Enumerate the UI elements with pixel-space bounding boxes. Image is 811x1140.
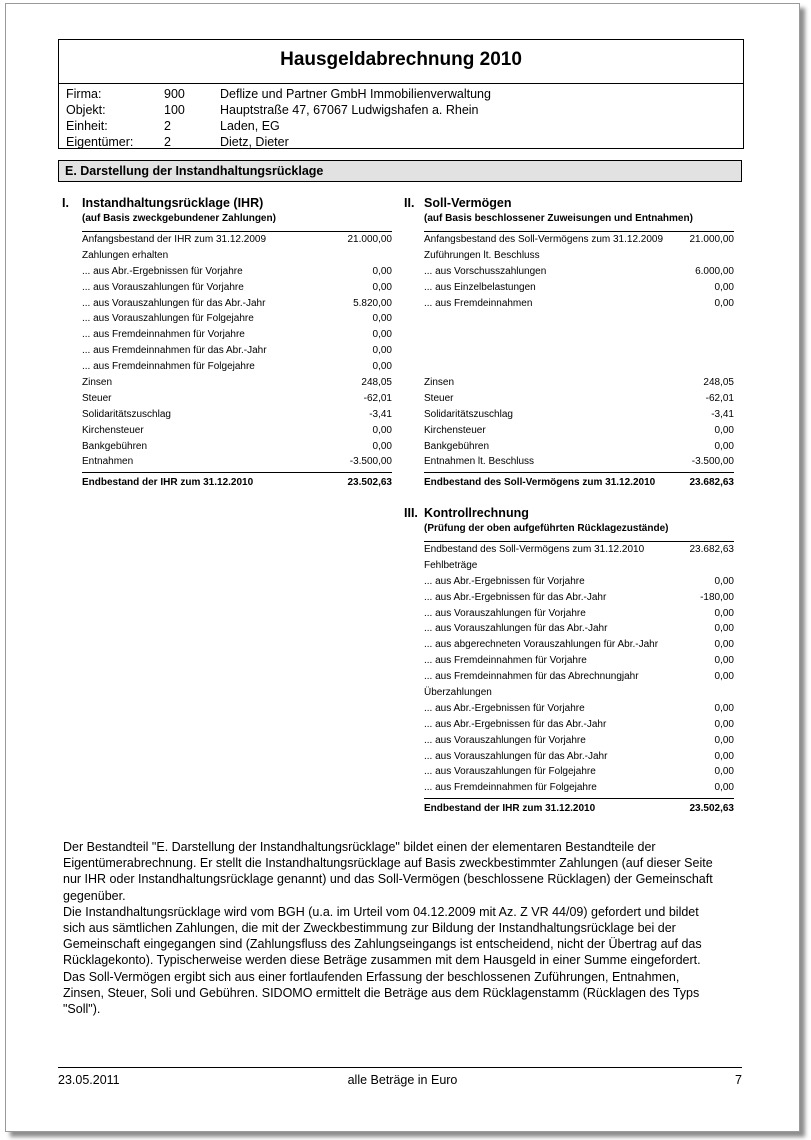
row-value: 0,00 (372, 329, 392, 341)
row-label: ... aus Abr.-Ergebnissen für das Abr.-Jahr (424, 718, 607, 730)
soll-vermoegen-column (404, 196, 734, 490)
info-number: 100 (164, 103, 185, 117)
table-row (82, 454, 392, 470)
table-row (424, 359, 734, 375)
row-label: ... aus Einzelbelastungen (424, 281, 536, 293)
info-number: 2 (164, 119, 171, 133)
table-row (424, 764, 734, 780)
row-value: 0,00 (714, 655, 734, 667)
total-label: Endbestand der IHR zum 31.12.2010 (82, 477, 254, 489)
table-row (424, 232, 734, 248)
row-label: Fehlbeträge (424, 559, 478, 571)
row-label: ... aus Fremdeinnahmen für Vorjahre (82, 329, 245, 341)
row-value: 0,00 (372, 345, 392, 357)
table-row (82, 248, 392, 264)
row-label: ... aus Fremdeinnahmen für Vorjahre (424, 655, 587, 667)
kontrollrechnung-column (404, 506, 734, 816)
table-row (424, 391, 734, 407)
table-row (82, 375, 392, 391)
row-label: Endbestand des Soll-Vermögens zum 31.12.2010 (424, 544, 645, 555)
row-label: ... aus Vorauszahlungen für Folgejahre (82, 313, 254, 325)
info-value: Laden, EG (220, 119, 280, 133)
title-divider (59, 83, 743, 84)
soll-vermoegen-table (424, 231, 734, 490)
kontrollrechnung-table (424, 541, 734, 816)
row-label: ... aus Fremdeinnahmen für Folgejahre (82, 361, 255, 373)
row-label: Entnahmen lt. Beschluss (424, 456, 535, 468)
table-row (424, 701, 734, 717)
table-row (82, 439, 392, 455)
row-label: Überzahlungen (424, 687, 492, 699)
column-heading (404, 196, 734, 210)
row-value: 0,00 (714, 424, 734, 436)
table-row (424, 574, 734, 590)
row-label: ... aus Abr.-Ergebnissen für Vorjahre (424, 702, 585, 714)
description-paragraph: Die Instandhaltungsrücklage wird vom BGH (u.a. im Urteil vom 04.12.2009 mit Az. Z VR 44/09) gefordert und bildet sich aus sämtlichen Zahlungen, die mit der Zweckbestimmung zur Bildung der Instandhaltungsrücklage bei der Gemeinschaft eingegangen sind (Zahlungsfluss des Zahlungseingangs ist entscheidend, nicht der Übertrag auf das Rücklagekonto). Typischerweise werden diese Beträge zusammen mit dem Hausgeld in einer Summe eingefordert. (63, 904, 702, 968)
table-row (82, 280, 392, 296)
row-value: 23.682,63 (689, 544, 734, 555)
table-row (82, 264, 392, 280)
row-label: ... aus Vorschusszahlungen (424, 265, 547, 277)
row-label: Anfangsbestand der IHR zum 31.12.2009 (82, 234, 267, 245)
row-label: Bankgebühren (424, 440, 490, 452)
table-row (424, 248, 734, 264)
row-value: -3.500,00 (349, 456, 392, 468)
table-row (82, 343, 392, 359)
column-subtitle: (auf Basis beschlossener Zuweisungen und Entnahmen) (424, 213, 693, 224)
row-label: ... aus abgerechneten Vorauszahlungen für Abr.-Jahr (424, 639, 659, 651)
total-value: 23.502,63 (689, 803, 734, 815)
row-value: 0,00 (372, 424, 392, 436)
description-text (63, 839, 723, 1017)
table-row (82, 327, 392, 343)
row-label: ... aus Vorauszahlungen für Folgejahre (424, 766, 596, 778)
table-row (424, 439, 734, 455)
row-value: 0,00 (372, 281, 392, 293)
row-label: Zinsen (82, 377, 113, 389)
table-row (424, 653, 734, 669)
row-label: ... aus Vorauszahlungen für Vorjahre (424, 607, 586, 619)
page-number: 7 (735, 1073, 742, 1087)
row-value: 248,05 (361, 377, 392, 389)
table-row (424, 749, 734, 765)
row-value: 5.820,00 (353, 297, 392, 309)
table-row (424, 296, 734, 312)
table-row (82, 296, 392, 312)
column-title: Instandhaltungsrücklage (IHR) (82, 196, 264, 210)
row-label: Steuer (424, 392, 454, 404)
row-label: Solidaritätszuschlag (424, 408, 513, 420)
column-subtitle: (Prüfung der oben aufgeführten Rücklagezustände) (424, 523, 669, 534)
row-label: Bankgebühren (82, 440, 148, 452)
table-row (82, 423, 392, 439)
row-label: Entnahmen (82, 456, 134, 468)
report-title: Hausgeldabrechnung 2010 (280, 49, 522, 70)
row-label: ... aus Fremdeinnahmen für Folgejahre (424, 782, 597, 794)
row-value: 0,00 (714, 440, 734, 452)
row-value: 0,00 (372, 265, 392, 277)
row-label: ... aus Fremdeinnahmen für das Abrechnungjahr (424, 671, 639, 683)
info-row-objekt (66, 102, 491, 118)
section-title: E. Darstellung der Instandhaltungsrücklage (58, 160, 742, 182)
description-paragraph: Das Soll-Vermögen ergibt sich aus einer fortlaufenden Erfassung der beschlossenen Zuführungen, Entnahmen, Zinsen, Steuer, Soli und Gebühren. SIDOMO ermittelt die Beträge aus dem Rücklagenstamm (Rücklagen des Typs "Soll"). (63, 969, 700, 1017)
table-row (424, 375, 734, 391)
row-value: -62,01 (363, 392, 392, 404)
row-value: 0,00 (714, 607, 734, 619)
row-label: Steuer (82, 392, 112, 404)
row-value: 0,00 (714, 639, 734, 651)
row-value: 6.000,00 (695, 265, 734, 277)
total-row (82, 472, 392, 490)
row-value: 21.000,00 (689, 234, 734, 245)
table-row (82, 311, 392, 327)
row-value: 21.000,00 (347, 234, 392, 245)
table-row (82, 359, 392, 375)
row-value: -180,00 (700, 591, 734, 603)
table-row (82, 391, 392, 407)
description-paragraph: Der Bestandteil "E. Darstellung der Instandhaltungsrücklage" bildet einen der elementaren Bestandteile der Eigentümerabrechnung. Er stellt die Instandhaltungsrücklage auf Basis zweckbestimmter Zahlungen (auf dieser Seite nur IHR oder Instandhaltungsrücklage genannt) und das Soll-Vermögen (beschlossene Rücklagen) der Gemeinschaft gegenüber. (63, 840, 713, 903)
footer-divider (58, 1067, 742, 1068)
row-value: 0,00 (714, 671, 734, 683)
table-row (424, 669, 734, 685)
column-title: Soll-Vermögen (424, 196, 512, 210)
report-header (58, 39, 744, 149)
table-row (424, 343, 734, 359)
row-value: 0,00 (714, 734, 734, 746)
row-label: Anfangsbestand des Soll-Vermögens zum 31.12.2009 (424, 234, 664, 245)
footer-date: 23.05.2011 (58, 1073, 120, 1087)
row-label: ... aus Vorauszahlungen für das Abr.-Jahr (424, 750, 608, 762)
table-row (424, 621, 734, 637)
row-value: 0,00 (714, 297, 734, 309)
row-value: -62,01 (705, 392, 734, 404)
roman-numeral: III. (404, 506, 418, 520)
info-row-eigentuemer (66, 134, 491, 150)
row-value: 248,05 (703, 377, 734, 389)
column-heading (62, 196, 392, 210)
row-label: ... aus Abr.-Ergebnissen für Vorjahre (424, 575, 585, 587)
row-label: Solidaritätszuschlag (82, 408, 171, 420)
row-value: 0,00 (372, 361, 392, 373)
row-value: 0,00 (714, 718, 734, 730)
total-row (424, 472, 734, 490)
info-value: Dietz, Dieter (220, 135, 289, 149)
ihr-table (82, 231, 392, 490)
row-label: ... aus Vorauszahlungen für das Abr.-Jahr (82, 297, 266, 309)
table-row (82, 232, 392, 248)
info-value: Deflize und Partner GmbH Immobilienverwaltung (220, 87, 491, 101)
row-label: ... aus Abr.-Ergebnissen für Vorjahre (82, 265, 243, 277)
table-row (424, 542, 734, 558)
row-value: 0,00 (714, 702, 734, 714)
table-row (424, 590, 734, 606)
table-row (424, 311, 734, 327)
row-label: ... aus Vorauszahlungen für Vorjahre (424, 734, 586, 746)
document-page (5, 3, 800, 1132)
row-label: Zahlungen erhalten (82, 249, 169, 261)
row-value: 0,00 (714, 281, 734, 293)
total-value: 23.502,63 (347, 477, 392, 489)
info-number: 2 (164, 135, 171, 149)
table-row (424, 407, 734, 423)
table-row (424, 780, 734, 796)
roman-numeral: I. (62, 196, 69, 210)
table-row (424, 717, 734, 733)
column-title: Kontrollrechnung (424, 506, 529, 520)
table-row (424, 733, 734, 749)
table-row (424, 264, 734, 280)
table-row (424, 637, 734, 653)
table-row (424, 606, 734, 622)
table-row (424, 327, 734, 343)
total-label: Endbestand des Soll-Vermögens zum 31.12.2010 (424, 477, 656, 489)
info-label: Objekt: (66, 103, 106, 117)
info-value: Hauptstraße 47, 67067 Ludwigshafen a. Rhein (220, 103, 479, 117)
row-label: Zinsen (424, 377, 455, 389)
row-label: Kirchensteuer (82, 424, 144, 436)
row-value: 0,00 (714, 766, 734, 778)
column-subtitle: (auf Basis zweckgebundener Zahlungen) (82, 213, 276, 224)
row-value: -3,41 (711, 408, 734, 420)
row-value: 0,00 (372, 440, 392, 452)
row-label: ... aus Fremdeinnahmen (424, 297, 533, 309)
row-label: Kirchensteuer (424, 424, 486, 436)
info-label: Eigentümer: (66, 135, 134, 149)
total-value: 23.682,63 (689, 477, 734, 489)
report-info (66, 86, 491, 150)
info-label: Firma: (66, 87, 102, 101)
table-row (424, 454, 734, 470)
row-label: ... aus Abr.-Ergebnissen für das Abr.-Jahr (424, 591, 607, 603)
row-value: -3,41 (369, 408, 392, 420)
ihr-column (62, 196, 392, 490)
row-value: 0,00 (714, 750, 734, 762)
column-heading (404, 506, 734, 520)
total-label: Endbestand der IHR zum 31.12.2010 (424, 803, 596, 815)
table-row (424, 423, 734, 439)
info-number: 900 (164, 87, 185, 101)
total-row (424, 798, 734, 816)
row-label: Zuführungen lt. Beschluss (424, 249, 540, 261)
table-row (424, 558, 734, 574)
table-row (424, 280, 734, 296)
info-row-firma (66, 86, 491, 102)
row-label: ... aus Vorauszahlungen für das Abr.-Jahr (424, 623, 608, 635)
info-row-einheit (66, 118, 491, 134)
row-value: -3.500,00 (691, 456, 734, 468)
row-value: 0,00 (714, 782, 734, 794)
table-row (424, 685, 734, 701)
row-value: 0,00 (372, 313, 392, 325)
info-label: Einheit: (66, 119, 108, 133)
row-label: ... aus Vorauszahlungen für Vorjahre (82, 281, 244, 293)
row-value: 0,00 (714, 575, 734, 587)
footer-note: alle Beträge in Euro (347, 1073, 458, 1087)
table-row (82, 407, 392, 423)
row-label: ... aus Fremdeinnahmen für das Abr.-Jahr (82, 345, 267, 357)
row-value: 0,00 (714, 623, 734, 635)
roman-numeral: II. (404, 196, 415, 210)
